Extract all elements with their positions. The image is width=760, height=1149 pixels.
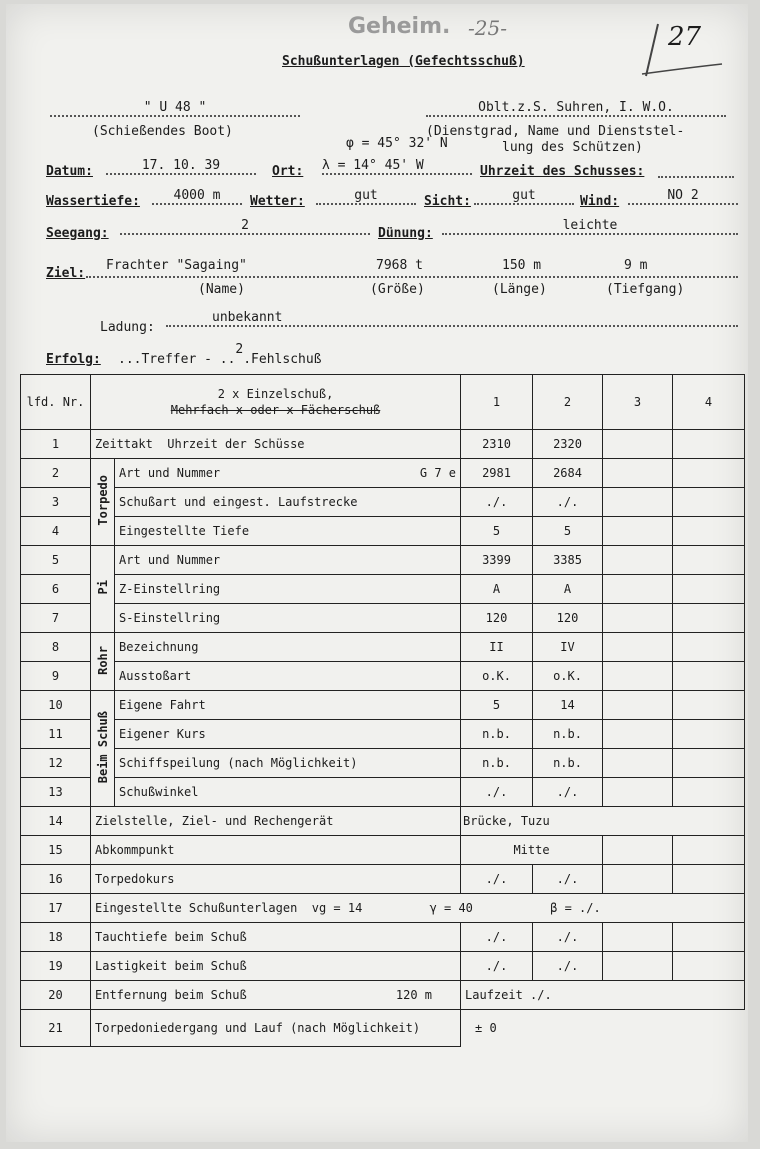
table-row xyxy=(21,517,745,546)
row-label: Art und Nummer xyxy=(115,546,461,575)
target-size: 7968 t xyxy=(376,258,423,273)
row-label: S-Einstellring xyxy=(115,604,461,633)
cell-shot-4 xyxy=(673,778,745,807)
cell-shot-4 xyxy=(673,952,745,981)
boat-value: " U 48 " xyxy=(50,100,300,117)
row-number: 12 xyxy=(21,749,91,778)
location-label: Ort: xyxy=(272,164,304,179)
cell-shot-3 xyxy=(603,575,673,604)
header-col-3: 3 xyxy=(603,375,673,430)
row-label: Eigene Fahrt xyxy=(115,691,461,720)
secret-stamp: Geheim. xyxy=(348,14,451,39)
cell-shot-4 xyxy=(673,749,745,778)
time-value-line xyxy=(658,176,734,178)
row-label: Torpedoniedergang und Lauf (nach Möglichkeit) xyxy=(91,1010,461,1047)
header-desc-line2: Mehrfach-x-oder-x-Fächerschuß xyxy=(170,403,381,417)
sea-value: 2 xyxy=(120,218,370,235)
cell-shot-1: ./. xyxy=(461,865,533,894)
location-longitude: λ = 14° 45' W xyxy=(322,158,472,175)
cell-shot-1: ./. xyxy=(461,952,533,981)
row-label: Abkommpunkt xyxy=(91,836,461,865)
cell-shot-3 xyxy=(603,488,673,517)
row-number: 13 xyxy=(21,778,91,807)
table-row xyxy=(21,836,745,865)
cell-shot-4 xyxy=(673,517,745,546)
row-label-text: Entfernung beim Schuß xyxy=(95,988,247,1002)
header-col-4: 4 xyxy=(673,375,745,430)
row-number: 21 xyxy=(21,1010,91,1047)
wind-value: NO 2 xyxy=(628,188,738,205)
cell-shot-4 xyxy=(673,691,745,720)
row-label: Tauchtiefe beim Schuß xyxy=(91,923,461,952)
cell-shot-2: ./. xyxy=(533,488,603,517)
row-label: Schußart und eingest. Laufstrecke xyxy=(115,488,461,517)
target-label: Ziel: xyxy=(46,266,86,281)
cell-shot-4 xyxy=(673,604,745,633)
visibility-value: gut xyxy=(474,188,574,205)
depth-value: 4000 m xyxy=(152,188,242,205)
row-value: Mitte xyxy=(461,836,603,865)
cell-shot-2: 2684 xyxy=(533,459,603,488)
target-draft-label: (Tiefgang) xyxy=(606,282,685,297)
row-number: 3 xyxy=(21,488,91,517)
cargo-value: unbekannt xyxy=(212,310,283,325)
cell-shot-3 xyxy=(603,720,673,749)
weather-label: Wetter: xyxy=(250,194,305,209)
cell-shot-2: 3385 xyxy=(533,546,603,575)
cell-shot-4 xyxy=(673,488,745,517)
row-number: 20 xyxy=(21,981,91,1010)
row-number: 7 xyxy=(21,604,91,633)
header-desc-line1: 2 x Einzelschuß, xyxy=(217,387,334,401)
row-vg-value: vg = 14 xyxy=(311,901,363,915)
cell-shot-4 xyxy=(673,430,745,459)
cell-shot-2: ./. xyxy=(533,923,603,952)
cell-shot-2: ./. xyxy=(533,952,603,981)
cell-shot-1: ./. xyxy=(461,923,533,952)
cell-shot-2: ./. xyxy=(533,865,603,894)
group-torpedo-label: Torpedo xyxy=(95,475,110,526)
officer-label-2: lung des Schützen) xyxy=(502,140,643,155)
page-number: -25- xyxy=(468,16,507,40)
table-row xyxy=(21,981,745,1010)
result-label: Erfolg: xyxy=(46,352,101,367)
row-label: Zielstelle, Ziel- und Rechengerät xyxy=(91,807,461,836)
row-label-text: Zeittakt xyxy=(95,437,153,451)
cell-shot-3 xyxy=(603,430,673,459)
form-title: Schußunterlagen (Gefechtsschuß) xyxy=(282,54,525,69)
row-sub-text: Uhrzeit der Schüsse xyxy=(167,437,305,451)
cell-shot-1: 5 xyxy=(461,517,533,546)
cell-shot-3 xyxy=(603,691,673,720)
table-row xyxy=(21,575,745,604)
cargo-line xyxy=(166,310,738,327)
cell-shot-2: ./. xyxy=(533,778,603,807)
cell-shot-4 xyxy=(673,662,745,691)
result-text xyxy=(118,342,322,367)
cell-shot-1: ./. xyxy=(461,488,533,517)
cell-shot-3 xyxy=(603,604,673,633)
table-row xyxy=(21,923,745,952)
row-number: 1 xyxy=(21,430,91,459)
cell-shot-1: ./. xyxy=(461,778,533,807)
row-number: 18 xyxy=(21,923,91,952)
wind-label: Wind: xyxy=(580,194,620,209)
header-col-2: 2 xyxy=(533,375,603,430)
target-name-label: (Name) xyxy=(198,282,245,297)
visibility-label: Sicht: xyxy=(424,194,471,209)
table-row xyxy=(21,952,745,981)
cell-shot-2: IV xyxy=(533,633,603,662)
cell-shot-3 xyxy=(603,459,673,488)
target-size-label: (Größe) xyxy=(370,282,425,297)
table-row xyxy=(21,662,745,691)
cargo-label: Ladung: xyxy=(100,320,155,335)
row-number: 14 xyxy=(21,807,91,836)
weather-value: gut xyxy=(316,188,416,205)
target-draft: 9 m xyxy=(624,258,648,273)
row-label xyxy=(91,430,461,459)
row-number: 6 xyxy=(21,575,91,604)
result-post: .Fehlschuß xyxy=(243,352,322,367)
target-length: 150 m xyxy=(502,258,542,273)
officer-label-1: (Dienstgrad, Name und Dienststel- xyxy=(426,124,685,139)
row-label xyxy=(115,459,461,488)
cell-shot-4 xyxy=(673,865,745,894)
cell-shot-4 xyxy=(673,720,745,749)
cell-shot-1: 5 xyxy=(461,691,533,720)
officer-value: Oblt.z.S. Suhren, I. W.O. xyxy=(426,100,726,117)
cell-shot-4 xyxy=(673,575,745,604)
row-label: Schußwinkel xyxy=(115,778,461,807)
table-row xyxy=(21,1010,745,1047)
cell-shot-2: o.K. xyxy=(533,662,603,691)
target-length-label: (Länge) xyxy=(492,282,547,297)
table-header-row xyxy=(21,375,745,430)
cell-shot-2: A xyxy=(533,575,603,604)
row-number: 17 xyxy=(21,894,91,923)
cell-shot-1: 2310 xyxy=(461,430,533,459)
row-number: 8 xyxy=(21,633,91,662)
cell-shot-2: 14 xyxy=(533,691,603,720)
cell-shot-3 xyxy=(603,546,673,575)
table-row xyxy=(21,488,745,517)
cell-shot-2: 5 xyxy=(533,517,603,546)
folio-number: 27 xyxy=(668,22,702,52)
date-value: 17. 10. 39 xyxy=(106,158,256,175)
row-number: 19 xyxy=(21,952,91,981)
cell-shot-3 xyxy=(603,865,673,894)
row-label: Eingestellte Tiefe xyxy=(115,517,461,546)
table-row xyxy=(21,720,745,749)
table-row xyxy=(21,430,745,459)
cell-shot-4 xyxy=(673,546,745,575)
cell-shot-1: II xyxy=(461,633,533,662)
cell-shot-4 xyxy=(673,923,745,952)
cell-shot-2: 2320 xyxy=(533,430,603,459)
table-row xyxy=(21,633,745,662)
table-row xyxy=(21,778,745,807)
cell-shot-4 xyxy=(673,836,745,865)
row-value: ± 0 xyxy=(461,1010,745,1047)
table-row xyxy=(21,459,745,488)
header-description xyxy=(91,375,461,430)
row-label: Z-Einstellring xyxy=(115,575,461,604)
swell-label: Dünung: xyxy=(378,226,433,241)
row-number: 4 xyxy=(21,517,91,546)
swell-value: leichte xyxy=(442,218,738,235)
cell-shot-2: 120 xyxy=(533,604,603,633)
group-rohr xyxy=(91,633,115,691)
date-label: Datum: xyxy=(46,164,93,179)
cell-shot-3 xyxy=(603,633,673,662)
group-beim-schuss xyxy=(91,691,115,807)
row-number: 10 xyxy=(21,691,91,720)
table-row xyxy=(21,546,745,575)
table-row xyxy=(21,894,745,923)
row-label-text: Eingestellte Schußunterlagen xyxy=(95,901,298,915)
sea-label: Seegang: xyxy=(46,226,109,241)
row-number: 16 xyxy=(21,865,91,894)
cell-shot-3 xyxy=(603,952,673,981)
cell-shot-1: o.K. xyxy=(461,662,533,691)
document-page xyxy=(6,4,748,1142)
cell-shot-1: n.b. xyxy=(461,720,533,749)
cell-shot-2: n.b. xyxy=(533,749,603,778)
header-nr: lfd. Nr. xyxy=(21,375,91,430)
folio-mark xyxy=(636,18,728,78)
cell-shot-3 xyxy=(603,749,673,778)
cell-shot-1: 3399 xyxy=(461,546,533,575)
cell-shot-3 xyxy=(603,662,673,691)
row-sub-text: 120 m xyxy=(395,988,433,1002)
group-pi xyxy=(91,546,115,633)
result-pre: ...Treffer - .. xyxy=(118,352,236,367)
group-torpedo xyxy=(91,459,115,546)
cell-shot-1: 2981 xyxy=(461,459,533,488)
depth-label: Wassertiefe: xyxy=(46,194,140,209)
group-beim-schuss-label: Beim Schuß xyxy=(95,710,110,784)
header-col-1: 1 xyxy=(461,375,533,430)
target-name: Frachter "Sagaing" xyxy=(106,258,247,273)
row-label xyxy=(91,894,745,923)
cell-shot-4 xyxy=(673,459,745,488)
shot-data-table xyxy=(20,374,745,1047)
group-pi-label: Pi xyxy=(95,580,110,595)
boat-label: (Schießendes Boot) xyxy=(92,124,233,139)
table-row xyxy=(21,604,745,633)
row-number: 15 xyxy=(21,836,91,865)
row-gamma-value: γ = 40 xyxy=(429,901,473,915)
table-row xyxy=(21,749,745,778)
row-label: Torpedokurs xyxy=(91,865,461,894)
row-label: Ausstoßart xyxy=(115,662,461,691)
row-value: Laufzeit ./. xyxy=(461,981,745,1010)
cell-shot-1: A xyxy=(461,575,533,604)
row-sub-text: G 7 e xyxy=(419,466,457,480)
table-row xyxy=(21,865,745,894)
row-number: 9 xyxy=(21,662,91,691)
result-miss-count: 2 xyxy=(235,342,244,357)
cell-shot-1: n.b. xyxy=(461,749,533,778)
row-value: Brücke, Tuzu xyxy=(461,807,745,836)
row-beta-value: β = ./. xyxy=(550,901,601,915)
group-rohr-label: Rohr xyxy=(95,645,110,675)
time-label: Uhrzeit des Schusses: xyxy=(480,164,645,179)
row-label: Schiffspeilung (nach Möglichkeit) xyxy=(115,749,461,778)
cell-shot-3 xyxy=(603,836,673,865)
row-label xyxy=(91,981,461,1010)
cell-shot-1: 120 xyxy=(461,604,533,633)
table-row xyxy=(21,807,745,836)
row-number: 2 xyxy=(21,459,91,488)
cell-shot-3 xyxy=(603,923,673,952)
cell-shot-4 xyxy=(673,633,745,662)
cell-shot-3 xyxy=(603,778,673,807)
cell-shot-2: n.b. xyxy=(533,720,603,749)
row-number: 5 xyxy=(21,546,91,575)
row-label: Bezeichnung xyxy=(115,633,461,662)
row-label: Eigener Kurs xyxy=(115,720,461,749)
cell-shot-3 xyxy=(603,517,673,546)
location-latitude: φ = 45° 32' N xyxy=(346,136,448,151)
table-row xyxy=(21,691,745,720)
row-label-text: Art und Nummer xyxy=(119,466,221,480)
row-number: 11 xyxy=(21,720,91,749)
row-label: Lastigkeit beim Schuß xyxy=(91,952,461,981)
